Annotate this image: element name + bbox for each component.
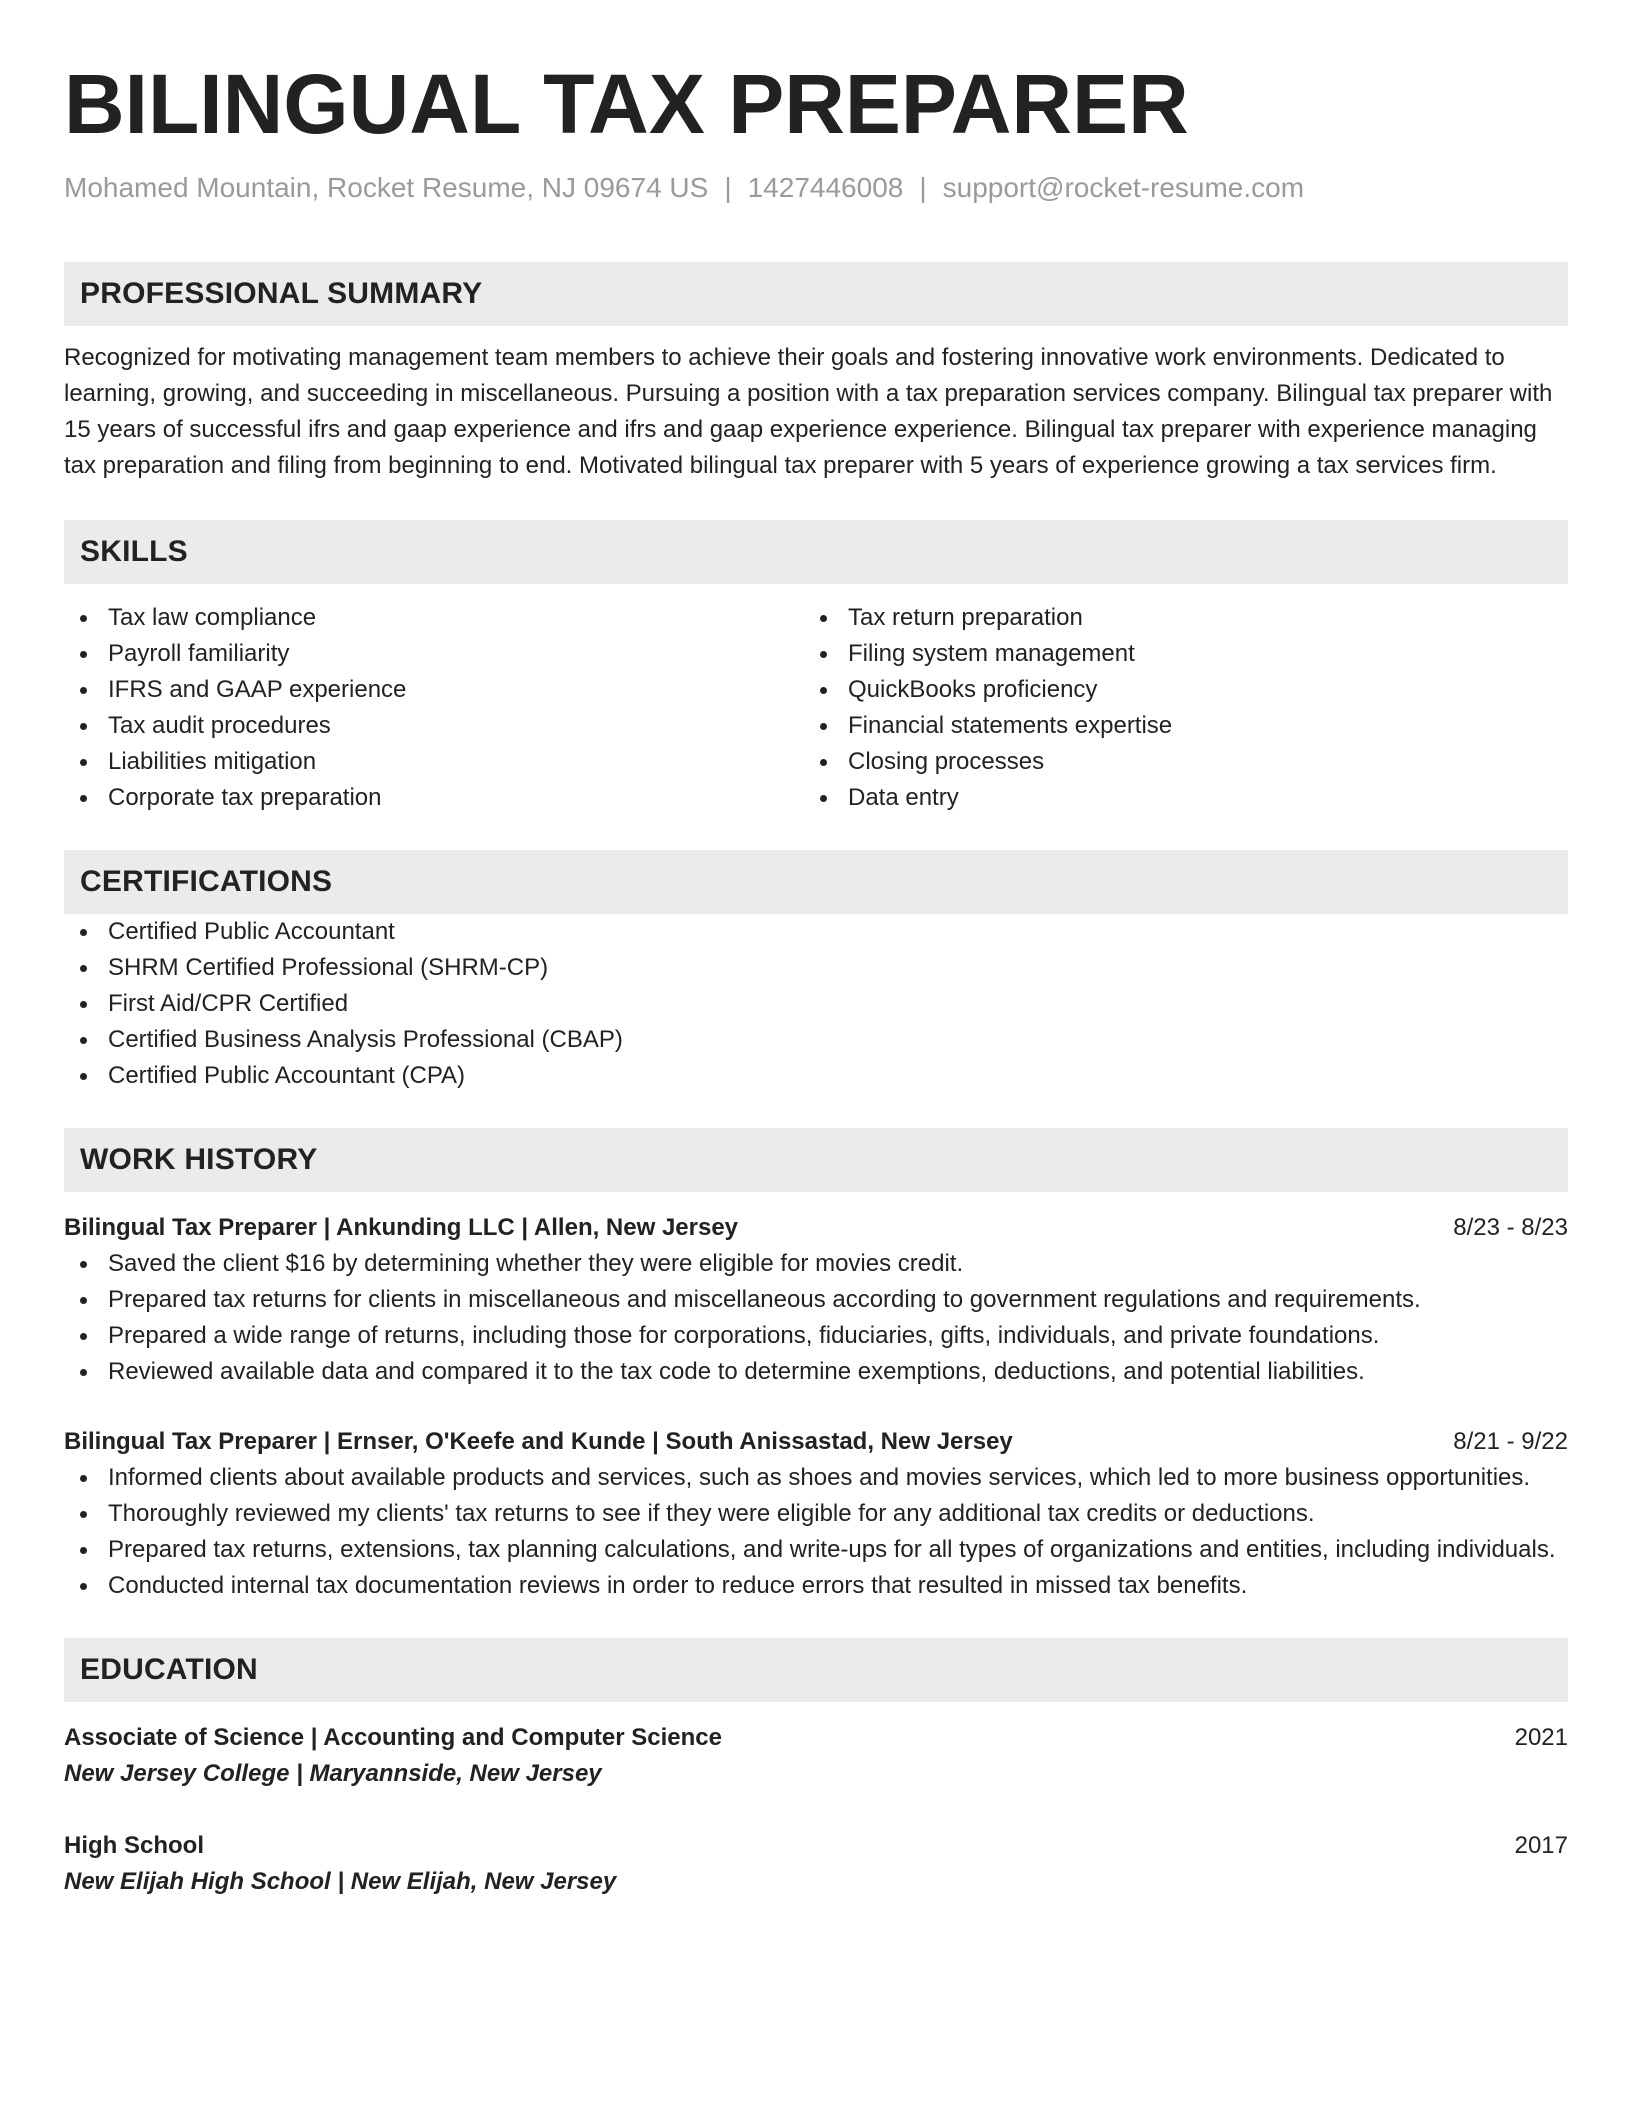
job-bullet: Prepared a wide range of returns, including those for corporations, fiduciaries, gifts, individuals, and private foundations. — [64, 1318, 1568, 1354]
education-year: 2021 — [1514, 1724, 1568, 1751]
contact-address: Mohamed Mountain, Rocket Resume, NJ 09674 US — [64, 172, 709, 203]
certification-item: Certified Public Accountant (CPA) — [64, 1058, 1568, 1094]
job-bullet: Saved the client $16 by determining whether they were eligible for movies credit. — [64, 1246, 1568, 1282]
skills-column-left — [64, 600, 804, 816]
education-entry — [64, 1828, 1568, 1900]
certification-item: First Aid/CPR Certified — [64, 986, 1568, 1022]
certification-item: Certified Business Analysis Professional (CBAP) — [64, 1022, 1568, 1058]
skills-column-right — [804, 600, 1544, 816]
contact-email: support@rocket-resume.com — [942, 172, 1305, 203]
job-bullet: Prepared tax returns for clients in miscellaneous and miscellaneous according to government regulations and requirements. — [64, 1282, 1568, 1318]
education-degree: Associate of Science | Accounting and Computer Science — [64, 1724, 722, 1751]
skill-item: Tax return preparation — [804, 600, 1544, 636]
contact-phone: 1427446008 — [747, 172, 904, 203]
job-title: Bilingual Tax Preparer | Ernser, O'Keefe and Kunde | South Anissastad, New Jersey — [64, 1428, 1013, 1455]
job-dates: 8/23 - 8/23 — [1453, 1214, 1568, 1241]
education-row — [64, 1720, 1568, 1756]
skill-item: Financial statements expertise — [804, 708, 1544, 744]
job-title: Bilingual Tax Preparer | Ankunding LLC | Allen, New Jersey — [64, 1214, 739, 1241]
job-bullets — [64, 1460, 1568, 1604]
job-title-row — [64, 1210, 1568, 1246]
skills-list-right — [804, 600, 1544, 816]
certification-item: Certified Public Accountant — [64, 914, 1568, 950]
skill-item: Payroll familiarity — [64, 636, 804, 672]
education-row — [64, 1828, 1568, 1864]
skill-item: IFRS and GAAP experience — [64, 672, 804, 708]
contact-separator: | — [919, 172, 927, 203]
certification-item: SHRM Certified Professional (SHRM-CP) — [64, 950, 1568, 986]
education-school: New Jersey College | Maryannside, New Jersey — [64, 1760, 602, 1787]
job-bullet: Informed clients about available products and services, such as shoes and movies services, which led to more business opportunities. — [64, 1460, 1568, 1496]
section-header-work-history: WORK HISTORY — [64, 1128, 1568, 1192]
certifications-list — [64, 914, 1568, 1094]
job-bullet: Prepared tax returns, extensions, tax planning calculations, and write-ups for all types of organizations and entities, including individuals. — [64, 1532, 1568, 1568]
skill-item: Tax law compliance — [64, 600, 804, 636]
education-degree: High School — [64, 1832, 204, 1859]
skill-item: Corporate tax preparation — [64, 780, 804, 816]
skill-item: Data entry — [804, 780, 1544, 816]
skills-grid — [64, 600, 1568, 816]
job-bullets — [64, 1246, 1568, 1390]
job-bullet: Reviewed available data and compared it to the tax code to determine exemptions, deductions, and potential liabilities. — [64, 1354, 1568, 1390]
candidate-name: BILINGUAL TAX PREPARER — [64, 57, 1189, 151]
education-school: New Elijah High School | New Elijah, New Jersey — [64, 1868, 617, 1895]
education-entry — [64, 1720, 1568, 1792]
job-bullet: Conducted internal tax documentation reviews in order to reduce errors that resulted in missed tax benefits. — [64, 1568, 1568, 1604]
skill-item: Tax audit procedures — [64, 708, 804, 744]
job-title-row — [64, 1424, 1568, 1460]
job-bullet: Thoroughly reviewed my clients' tax returns to see if they were eligible for any additional tax credits or deductions. — [64, 1496, 1568, 1532]
contact-separator: | — [724, 172, 732, 203]
job-dates: 8/21 - 9/22 — [1453, 1428, 1568, 1455]
skill-item: Liabilities mitigation — [64, 744, 804, 780]
skill-item: Filing system management — [804, 636, 1544, 672]
section-header-education: EDUCATION — [64, 1638, 1568, 1702]
section-header-summary: PROFESSIONAL SUMMARY — [64, 262, 1568, 326]
education-year: 2017 — [1514, 1832, 1568, 1859]
job-entry — [64, 1210, 1568, 1390]
section-header-certifications: CERTIFICATIONS — [64, 850, 1568, 914]
summary-text: Recognized for motivating management team members to achieve their goals and fostering innovative work environments. Dedicated to learning, growing, and succeeding in miscellaneous. Pursuing a position with a tax preparation services company. Bilingual tax preparer with 15 years of successful ifrs and gaap experience and ifrs and gaap experience experience. Bilingual tax preparer with experience managing tax preparation and filing from beginning to end. Motivated bilingual tax preparer with 5 years of experience growing a tax services firm. — [64, 344, 1553, 479]
section-header-skills: SKILLS — [64, 520, 1568, 584]
contact-line — [64, 170, 1568, 206]
skill-item: Closing processes — [804, 744, 1544, 780]
skills-list-left — [64, 600, 804, 816]
job-entry — [64, 1424, 1568, 1604]
skill-item: QuickBooks proficiency — [804, 672, 1544, 708]
